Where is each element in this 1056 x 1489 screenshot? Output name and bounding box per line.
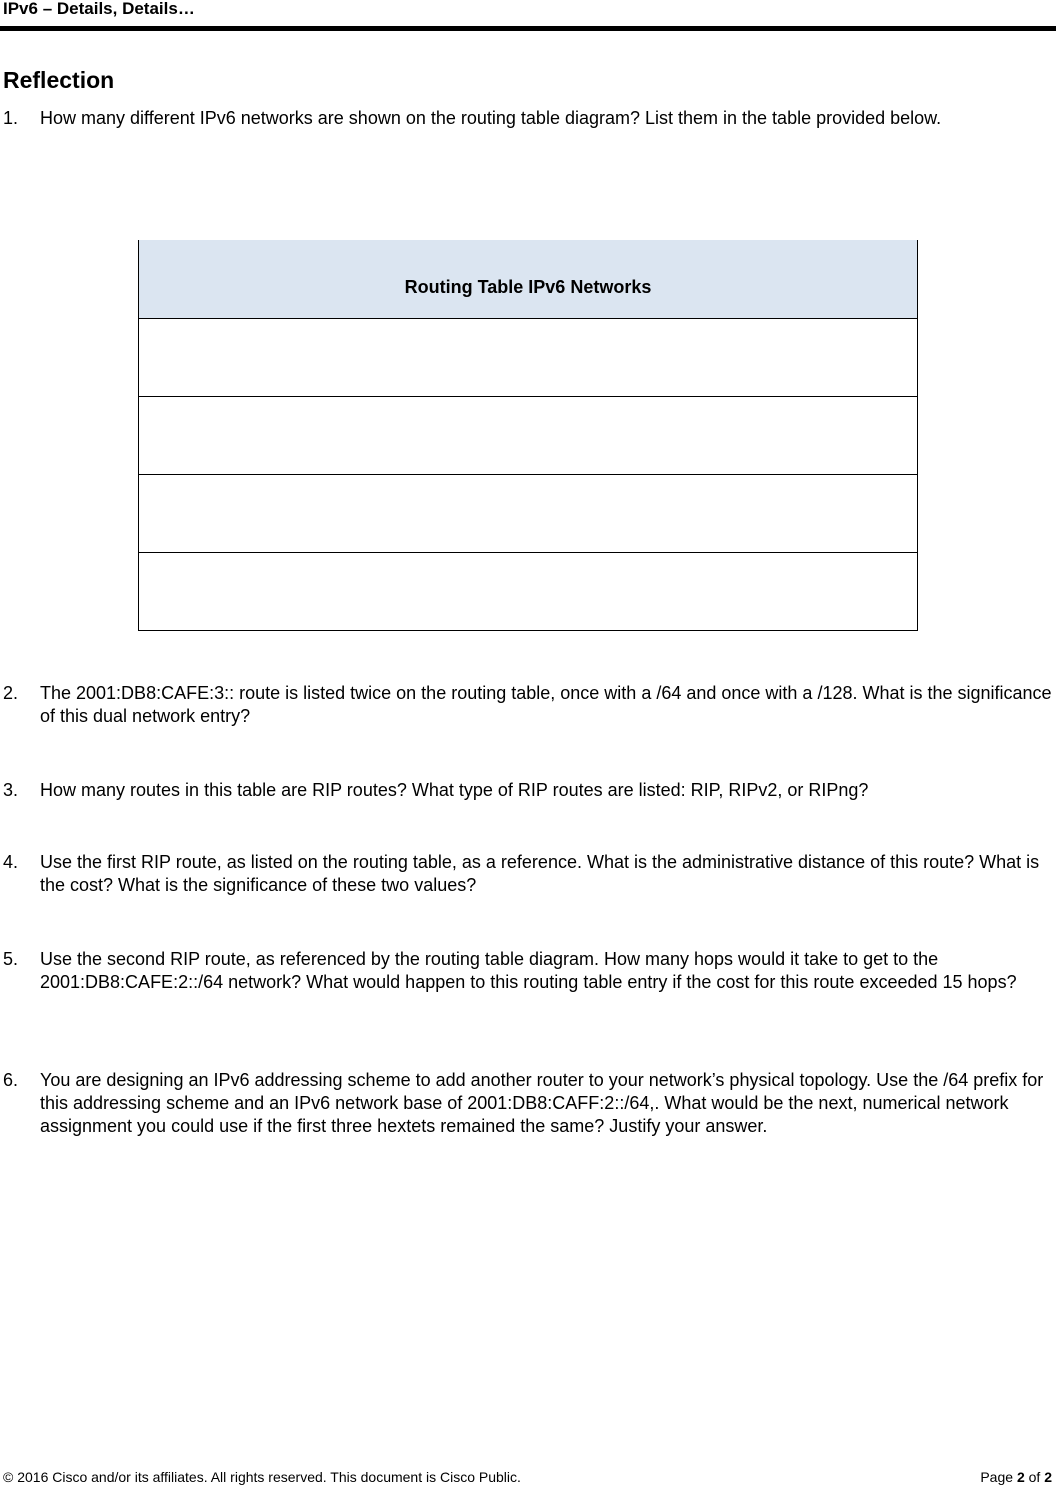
question-4 [3, 851, 1053, 897]
table-row [139, 474, 918, 552]
question-text: The 2001:DB8:CAFE:3:: route is listed twice on the routing table, once with a /64 and once with a /128. What is the significance of this dual network entry? [40, 683, 1052, 726]
table-row [139, 396, 918, 474]
question-1 [3, 107, 1053, 130]
question-text: How many routes in this table are RIP routes? What type of RIP routes are listed: RIP, RIPv2, or RIPng? [40, 780, 869, 800]
footer-copyright: © 2016 Cisco and/or its affiliates. All rights reserved. This document is Cisco Public. [3, 1469, 521, 1485]
table-row [139, 552, 918, 630]
page-of: of [1028, 1469, 1041, 1485]
section-heading: Reflection [3, 67, 115, 93]
page-current: 2 [1016, 1469, 1025, 1485]
question-number: 1. [3, 108, 19, 128]
table-cell[interactable] [139, 318, 918, 396]
question-2 [3, 682, 1053, 728]
page-label: Page [980, 1469, 1014, 1485]
question-number: 6. [3, 1070, 19, 1090]
document-title: IPv6 – Details, Details… [3, 0, 195, 18]
question-number: 5. [3, 949, 19, 969]
question-number: 3. [3, 780, 19, 800]
table-header: Routing Table IPv6 Networks [139, 240, 918, 318]
question-text: Use the second RIP route, as referenced by the routing table diagram. How many hops would it take to get to the 2001:DB8:CAFE:2::/64 network? What would happen to this routing table entry if the cost for this route exceeded 15 hops? [40, 949, 1017, 992]
routing-networks-table [138, 240, 918, 631]
question-6 [3, 1069, 1053, 1138]
table-row [139, 318, 918, 396]
table-cell[interactable] [139, 474, 918, 552]
footer-page-number [980, 1468, 1052, 1486]
header-divider [0, 26, 1056, 31]
table-cell[interactable] [139, 396, 918, 474]
page-total: 2 [1044, 1469, 1052, 1485]
table-cell[interactable] [139, 552, 918, 630]
question-text: Use the first RIP route, as listed on the routing table, as a reference. What is the administrative distance of this route? What is the cost? What is the significance of these two values? [40, 852, 1040, 895]
question-number: 2. [3, 683, 19, 703]
question-3 [3, 779, 1053, 802]
question-text: How many different IPv6 networks are shown on the routing table diagram? List them in the table provided below. [40, 108, 942, 128]
question-5 [3, 948, 1053, 994]
question-number: 4. [3, 852, 19, 872]
question-text: You are designing an IPv6 addressing scheme to add another router to your network’s physical topology. Use the /64 prefix for this addressing scheme and an IPv6 network base of 2001:DB8:CAFF:2::/64,. What would be the next, numerical network assignment you could use if the first three hextets remained the same? Justify your answer. [40, 1070, 1044, 1136]
